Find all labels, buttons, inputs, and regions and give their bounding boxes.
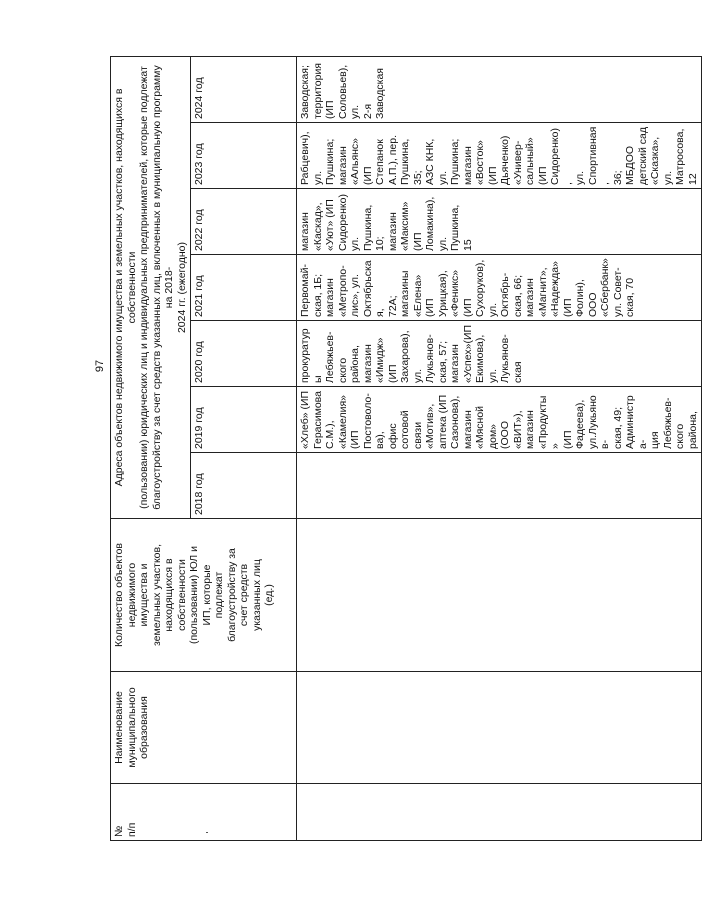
scan-mark	[206, 832, 208, 833]
cell-2021: Первомай- ская, 1Б; магазин «Метропо- лис», ул. Октябрьская, 72А; магазины «Елена» (ИП Урицкая), «Феникс» (ИП Сухоруков), ул. Октябрь- ская, 66; магазин «Магнит», «Надежда» (ИП Фолин), ООО «Сбербанк» ул. Совет- ская, 70	[297, 255, 702, 321]
header-row	[111, 57, 191, 841]
cell-2018	[297, 453, 702, 519]
year-2021: 2021 год	[191, 255, 297, 321]
rotated-table-area	[110, 57, 699, 841]
year-2020: 2020 год	[191, 321, 297, 387]
year-2024: 2024 год	[191, 57, 297, 123]
cell-num	[297, 784, 702, 841]
header-count: Количество объектов недвижимого имущества и земельных участков, находящихся в собственности (пользовании) ЮЛ и ИП, которые подлежат благоустройству за счет средств указанных лиц (ед.)	[111, 519, 297, 672]
cell-2024: Заводская; территория (ИП Соловьев), ул. 2-я Заводская	[297, 57, 702, 123]
year-2022: 2022 год	[191, 189, 297, 255]
cell-2022: магазин «Каскад», «Уют» (ИП Сидоренко) ул. Пушкина, 10; магазин «Максим» (ИП Ломакина), ул. Пушкина, 15	[297, 189, 702, 255]
header-num: № п/п	[111, 784, 297, 841]
data-row	[297, 57, 702, 841]
objects-table	[110, 56, 702, 841]
cell-count	[297, 519, 702, 672]
year-2019: 2019 год	[191, 387, 297, 453]
cell-2020: прокуратуры Лебяжьев- ского района, магазин «Имидж» (ИП Захарова), ул. Лукьянов- ская, 57; магазин «Успех»(ИП Екимова), ул. Лукьянов- ская	[297, 321, 702, 387]
page-number	[93, 355, 107, 377]
header-addresses: Адреса объектов недвижимого имущества и земельных участков, находящихся в собственности (пользовании) юридических лиц и индивидуальных предпринимателей, которые подлежат благоустройству за счет средств указанных лиц, включенных в муниципальную программу на 2018- 2024 гг. (ежегодно)	[111, 57, 191, 519]
year-2018: 2018 год	[191, 453, 297, 519]
header-name: Наименование муниципального образования	[111, 672, 297, 784]
cell-2023: Рабцевич), ул. Пушкина; магазин «Альянс» (ИП Степанок А.П.), пер. Пушкина, 35; АЗС КНК, ул. Пушкина; магазин «Восток» (ИП Дьяченко) «Универ- сальный» (ИП Сидоренко), ул. Спортивная, 36; МБДОО детский сад «Сказка», ул. Матросова, 12	[297, 123, 702, 189]
year-2023: 2023 год	[191, 123, 297, 189]
cell-2019: «Хлеб» (ИП Герасимова С.М.), «Камелия» (ИП Постоволо- ва), офис сотовой связи «Мотив», аптека (ИП Сазонова), магазин «Мясной дом» (ООО «ВИТ»), магазин «Продукты» (ИП Фадеева), ул.Лукьянов- ская, 49; Администра- ция Лебяжьев- ского района,	[297, 387, 702, 453]
table-rotator	[110, 57, 699, 841]
cell-name	[297, 672, 702, 784]
page-number-text: 97	[94, 359, 106, 373]
